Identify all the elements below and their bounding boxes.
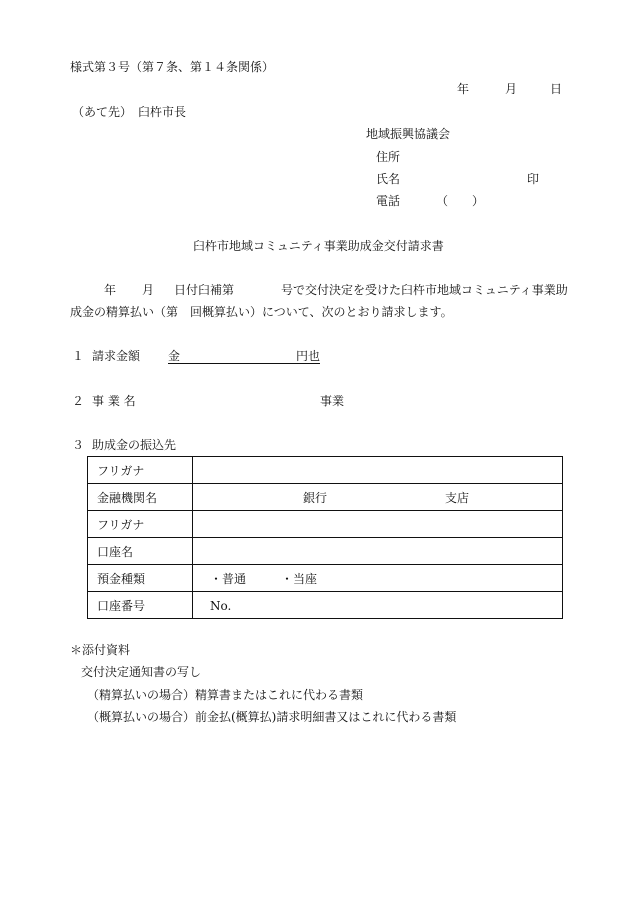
applicant-address-label: 住所 <box>376 150 401 164</box>
table-row <box>88 592 563 619</box>
amount-prefix: 金 <box>168 349 181 363</box>
body-text-a: 日付臼補第 <box>174 283 235 297</box>
row-label: 金融機関名 <box>88 484 193 511</box>
deposit-option-current: ・当座 <box>281 572 318 586</box>
attachments-header: ＊添付資料 <box>70 643 131 657</box>
item2-num: ２ <box>72 394 85 408</box>
applicant-phone-paren: （ ） <box>436 194 485 208</box>
account-number-cell <box>193 592 563 619</box>
addressee: （あて先） 臼杵市長 <box>72 105 187 119</box>
body-month: 月 <box>142 283 155 297</box>
bank-suffix: 銀行 <box>303 491 328 505</box>
amount-field <box>168 350 320 364</box>
deposit-option-ordinary: ・普通 <box>210 572 247 586</box>
attachment-line-3: （概算払いの場合）前金払(概算払)請求明細書又はこれに代わる書類 <box>87 710 457 724</box>
account-name-cell <box>193 538 563 565</box>
table-row <box>88 511 563 538</box>
row-label: フリガナ <box>88 457 193 484</box>
account-no-prefix: No. <box>210 599 232 613</box>
item3-label: 助成金の振込先 <box>92 438 177 452</box>
applicant-name-label: 氏名 <box>376 172 401 186</box>
row-label: 口座番号 <box>88 592 193 619</box>
item1-label: 請求金額 <box>92 349 141 363</box>
item1-num: １ <box>72 349 85 363</box>
table-row <box>88 538 563 565</box>
date-day: 日 <box>550 82 563 96</box>
item3-num: ３ <box>72 438 85 452</box>
deposit-type-cell <box>193 565 563 592</box>
branch-suffix: 支店 <box>445 491 470 505</box>
bank-name-cell <box>193 484 563 511</box>
row-label: フリガナ <box>88 511 193 538</box>
date-year: 年 <box>457 82 470 96</box>
furigana-bank-cell <box>193 457 563 484</box>
table-row <box>88 565 563 592</box>
item2-suffix: 事業 <box>320 394 345 408</box>
row-label: 預金種類 <box>88 565 193 592</box>
body-text-b: 号で交付決定を受けた臼杵市地域コミュニティ事業助 <box>281 283 568 297</box>
amount-suffix: 円也 <box>295 349 320 363</box>
item2-label: 事 業 名 <box>92 394 136 408</box>
applicant-phone-label: 電話 <box>376 194 401 208</box>
applicant-org: 地域振興協議会 <box>366 127 451 141</box>
furigana-account-cell <box>193 511 563 538</box>
form-id: 様式第３号（第７条、第１４条関係） <box>70 60 275 74</box>
row-label: 口座名 <box>88 538 193 565</box>
attachment-line-2: （精算払いの場合）精算書またはこれに代わる書類 <box>87 688 364 702</box>
table-row <box>88 457 563 484</box>
bank-table <box>87 456 563 619</box>
body-year: 年 <box>104 283 117 297</box>
document-title: 臼杵市地域コミュニティ事業助成金交付請求書 <box>193 239 444 253</box>
seal-mark: 印 <box>527 172 540 186</box>
date-month: 月 <box>505 82 518 96</box>
body-line2: 成金の精算払い（第 回概算払い）について、次のとおり請求します。 <box>70 305 453 319</box>
table-row <box>88 484 563 511</box>
attachment-line-1: 交付決定通知書の写し <box>81 665 202 679</box>
